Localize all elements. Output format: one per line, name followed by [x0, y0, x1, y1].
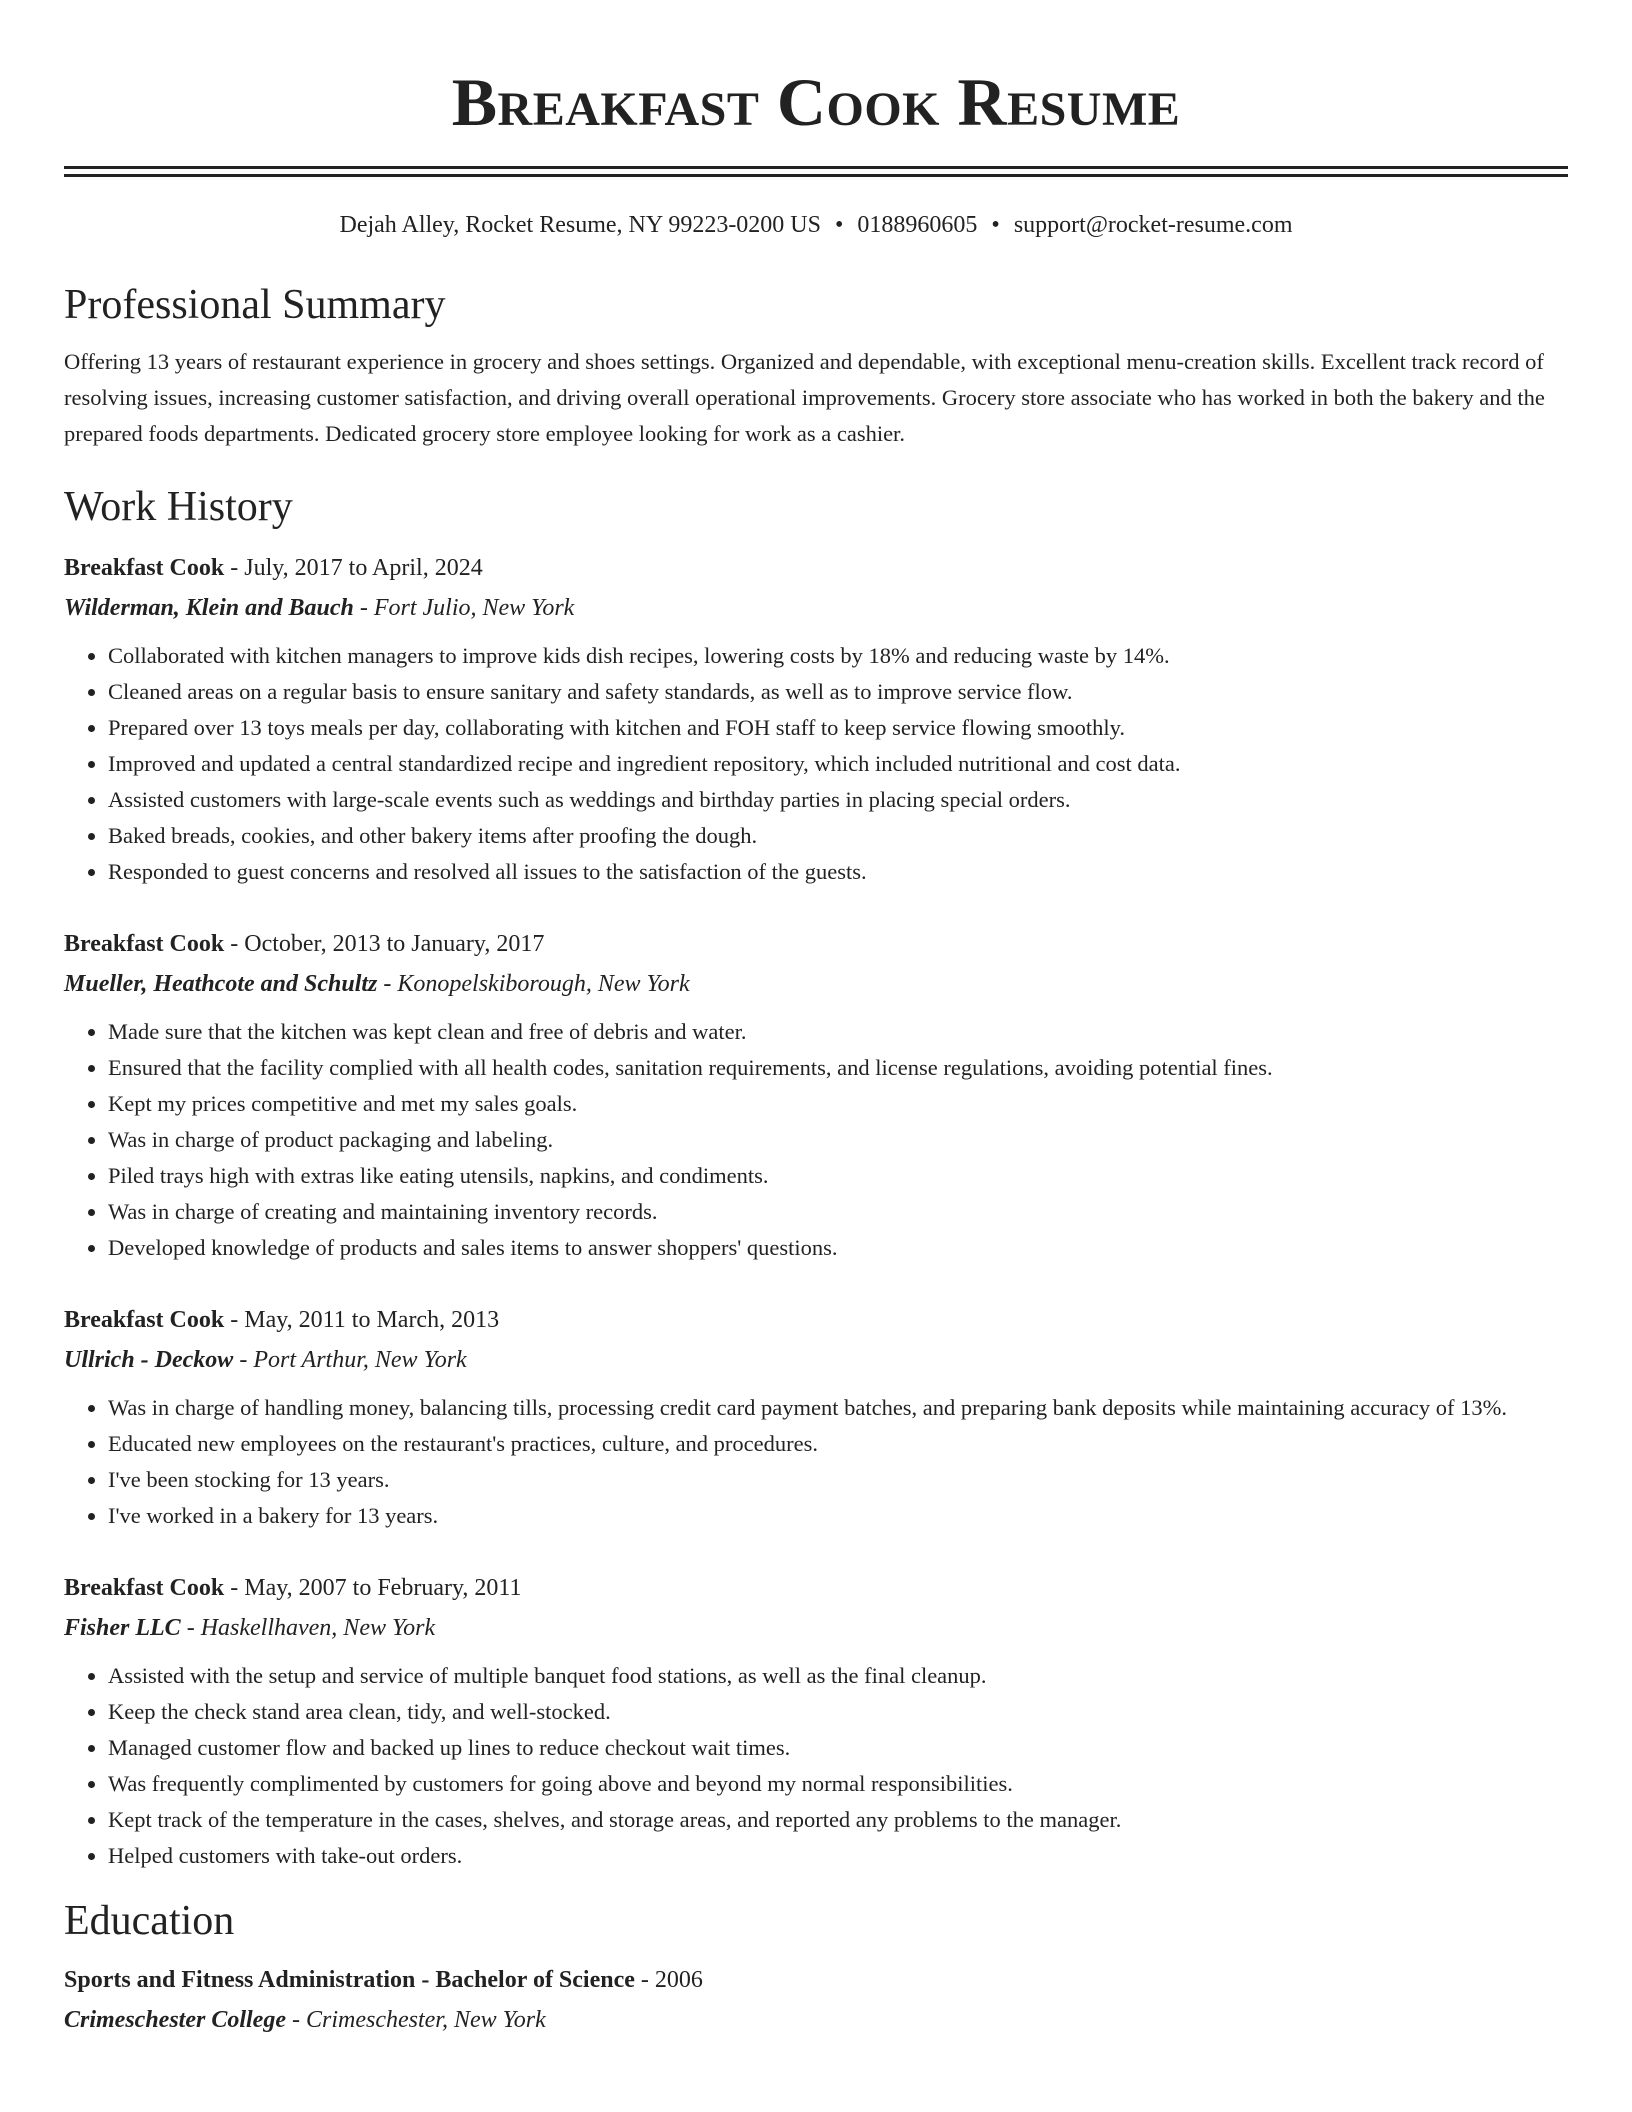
job-bullet: • Baked breads, cookies, and other bakery items after proofing the dough. — [108, 818, 1568, 854]
job-bullet: • Assisted with the setup and service of multiple banquet food stations, as well as the final cleanup. — [108, 1658, 1568, 1694]
title-divider — [64, 166, 1568, 177]
job-dates: May, 2007 to February, 2011 — [244, 1575, 522, 1601]
job-entry — [64, 548, 1568, 890]
job-bullet: • Ensured that the facility complied with all health codes, sanitation requirements, and license regulations, avoiding potential fines. — [108, 1050, 1568, 1086]
degree-line — [64, 1960, 1568, 2000]
job-bullets — [64, 1014, 1568, 1266]
job-dash: - — [377, 971, 398, 997]
job-bullet: • Was frequently complimented by customers for going above and beyond my normal responsibilities. — [108, 1766, 1568, 1802]
job-bullet: • Was in charge of creating and maintaining inventory records. — [108, 1194, 1568, 1230]
education-dash: - — [285, 2007, 306, 2033]
job-dash: - — [224, 931, 245, 957]
job-bullet: • Assisted customers with large-scale events such as weddings and birthday parties in placing special orders. — [108, 782, 1568, 818]
job-dash: - — [353, 595, 374, 621]
job-bullet: • Was in charge of product packaging and labeling. — [108, 1122, 1568, 1158]
contact-email[interactable]: support@rocket-resume.com — [1013, 212, 1293, 238]
job-location: Haskellhaven, New York — [200, 1615, 436, 1641]
job-title-line — [64, 924, 1568, 964]
job-entry — [64, 1300, 1568, 1534]
job-dash: - — [224, 555, 245, 581]
summary-text: Offering 13 years of restaurant experience in grocery and shoes settings. Organized and dependable, with exceptional menu-creation skills. Excellent track record of resolving issues, increasing customer satisfaction, and driving overall operational improvements. Grocery store associate who has worked in both the bakery and the prepared foods departments. Dedicated grocery store employee looking for work as a cashier. — [64, 349, 1545, 446]
education-location: Crimeschester, New York — [305, 2007, 546, 2033]
job-bullet: • Collaborated with kitchen managers to improve kids dish recipes, lowering costs by 18% and reducing waste by 14%. — [108, 638, 1568, 674]
job-bullet: • Kept my prices competitive and met my sales goals. — [108, 1086, 1568, 1122]
company-line — [64, 588, 1568, 628]
education-school: Crimeschester College — [64, 2007, 286, 2033]
job-location: Fort Julio, New York — [373, 595, 575, 621]
job-location: Port Arthur, New York — [253, 1347, 467, 1373]
job-dash: - — [180, 1615, 201, 1641]
education-heading: Education — [64, 1898, 235, 1944]
job-entry — [64, 1568, 1568, 1874]
job-dash: - — [233, 1347, 254, 1373]
education-degree: Sports and Fitness Administration - Bachelor of Science — [64, 1967, 635, 1993]
job-title-line — [64, 1568, 1568, 1608]
company-line — [64, 1340, 1568, 1380]
school-line — [64, 2000, 1568, 2040]
job-title: Breakfast Cook — [64, 931, 225, 957]
job-dates: May, 2011 to March, 2013 — [244, 1307, 500, 1333]
job-bullet: • Made sure that the kitchen was kept clean and free of debris and water. — [108, 1014, 1568, 1050]
job-company: Ullrich - Deckow — [64, 1347, 234, 1373]
job-bullet: • Improved and updated a central standardized recipe and ingredient repository, which included nutritional and cost data. — [108, 746, 1568, 782]
job-dates: October, 2013 to January, 2017 — [244, 931, 545, 957]
contact-phone: 0188960605 — [857, 212, 978, 238]
job-bullet: • Educated new employees on the restaurant's practices, culture, and procedures. — [108, 1426, 1568, 1462]
job-title-line — [64, 548, 1568, 588]
job-bullets — [64, 638, 1568, 890]
contact-separator: • — [835, 212, 844, 238]
job-entry — [64, 924, 1568, 1266]
education-entry — [64, 1960, 1568, 2040]
education-year: 2006 — [654, 1967, 703, 1993]
job-title: Breakfast Cook — [64, 1307, 225, 1333]
job-company: Fisher LLC — [64, 1615, 181, 1641]
education-dash: - — [634, 1967, 655, 1993]
job-company: Mueller, Heathcote and Schultz — [64, 971, 378, 997]
job-bullet: • I've been stocking for 13 years. — [108, 1462, 1568, 1498]
job-title: Breakfast Cook — [64, 1575, 225, 1601]
job-title: Breakfast Cook — [64, 555, 225, 581]
company-line — [64, 1608, 1568, 1648]
job-location: Konopelskiborough, New York — [397, 971, 690, 997]
job-bullet: • Cleaned areas on a regular basis to ensure sanitary and safety standards, as well as to improve service flow. — [108, 674, 1568, 710]
job-bullet: • Kept track of the temperature in the cases, shelves, and storage areas, and reported any problems to the manager. — [108, 1802, 1568, 1838]
resume-title: Breakfast Cook Resume — [451, 64, 1181, 140]
contact-separator: • — [991, 212, 1000, 238]
job-dash: - — [224, 1307, 245, 1333]
company-line — [64, 964, 1568, 1004]
job-title-line — [64, 1300, 1568, 1340]
work-history-heading: Work History — [64, 484, 293, 530]
job-bullet: • Developed knowledge of products and sales items to answer shoppers' questions. — [108, 1230, 1568, 1266]
job-bullet: • Was in charge of handling money, balancing tills, processing credit card payment batches, and preparing bank deposits while maintaining accuracy of 13%. — [108, 1390, 1568, 1426]
job-bullet: • Piled trays high with extras like eating utensils, napkins, and condiments. — [108, 1158, 1568, 1194]
summary-heading: Professional Summary — [64, 282, 446, 328]
job-bullet: • Helped customers with take-out orders. — [108, 1838, 1568, 1874]
job-dash: - — [224, 1575, 245, 1601]
job-bullet: • I've worked in a bakery for 13 years. — [108, 1498, 1568, 1534]
job-bullet: • Keep the check stand area clean, tidy, and well-stocked. — [108, 1694, 1568, 1730]
job-bullets — [64, 1390, 1568, 1534]
contact-line — [64, 210, 1568, 240]
job-bullets — [64, 1658, 1568, 1874]
job-company: Wilderman, Klein and Bauch — [64, 595, 354, 621]
job-bullet: • Responded to guest concerns and resolved all issues to the satisfaction of the guests. — [108, 854, 1568, 890]
job-bullet: • Prepared over 13 toys meals per day, collaborating with kitchen and FOH staff to keep service flowing smoothly. — [108, 710, 1568, 746]
job-bullet: • Managed customer flow and backed up lines to reduce checkout wait times. — [108, 1730, 1568, 1766]
job-dates: July, 2017 to April, 2024 — [244, 555, 483, 581]
contact-address: Dejah Alley, Rocket Resume, NY 99223-0200 US — [339, 212, 821, 238]
